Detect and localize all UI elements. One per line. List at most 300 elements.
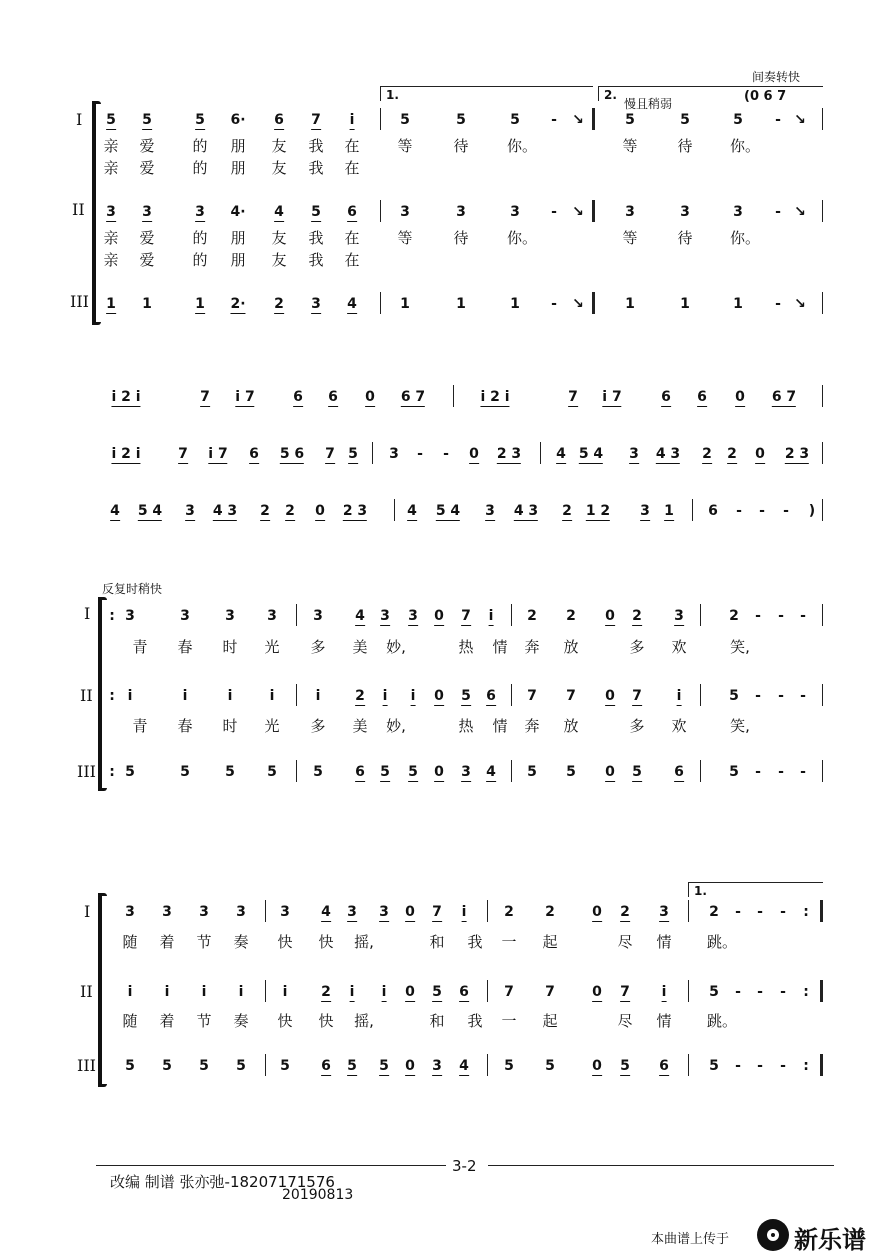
note: - bbox=[783, 503, 789, 519]
note: 5 bbox=[400, 112, 410, 128]
note: 2 bbox=[285, 503, 295, 519]
note: 7 bbox=[504, 984, 514, 1000]
note: 5 bbox=[504, 1058, 514, 1074]
lyric: 热 bbox=[458, 717, 474, 735]
note: i bbox=[461, 904, 467, 920]
note: 6 7 bbox=[400, 389, 426, 405]
note: 7 bbox=[545, 984, 555, 1000]
note: i 2 i bbox=[111, 389, 141, 405]
note: 2 bbox=[527, 608, 537, 624]
note: i 7 bbox=[235, 389, 255, 405]
note: - bbox=[757, 984, 763, 1000]
lyric: 随 bbox=[122, 1012, 138, 1030]
barline bbox=[296, 760, 297, 782]
note: 3 bbox=[347, 904, 357, 920]
slow-weak-annotation: 慢且稍弱 bbox=[624, 97, 673, 111]
page-number: 3-2 bbox=[452, 1157, 477, 1175]
note: 6 bbox=[459, 984, 469, 1000]
note: 3 bbox=[180, 608, 190, 624]
note: 6 7 bbox=[771, 389, 797, 405]
note: 7 bbox=[178, 446, 188, 462]
lyric: 亲 bbox=[103, 159, 119, 177]
note: i bbox=[381, 984, 387, 1000]
note: 5 bbox=[456, 112, 466, 128]
barline bbox=[511, 684, 512, 706]
lyric: 爱 bbox=[139, 159, 155, 177]
lyric: 你。 bbox=[729, 137, 761, 155]
lyric: 多 bbox=[310, 717, 326, 735]
note: - bbox=[800, 764, 806, 780]
barline bbox=[487, 980, 488, 1002]
note: 2 bbox=[321, 984, 331, 1000]
note: 5 bbox=[380, 764, 390, 780]
note: 6 bbox=[321, 1058, 331, 1074]
lyric: 奔 bbox=[524, 717, 540, 735]
note: 2 bbox=[260, 503, 270, 519]
barline bbox=[688, 1054, 689, 1076]
lyric: 奏 bbox=[233, 933, 249, 951]
barline bbox=[820, 980, 823, 1002]
note: 5 bbox=[267, 764, 277, 780]
note: - bbox=[551, 112, 557, 128]
note: 0 bbox=[434, 764, 444, 780]
note: i bbox=[349, 984, 355, 1000]
note: i bbox=[227, 688, 233, 704]
lyric: 的 bbox=[192, 251, 208, 269]
note: - bbox=[780, 1058, 786, 1074]
note: 5 bbox=[379, 1058, 389, 1074]
note: ↘ bbox=[572, 204, 584, 220]
barline bbox=[592, 292, 595, 314]
note: 3 bbox=[106, 204, 116, 220]
note: 4· bbox=[230, 204, 246, 220]
note: i bbox=[349, 112, 355, 128]
note: 0 bbox=[405, 984, 415, 1000]
lyric: 我 bbox=[308, 229, 324, 247]
lyric: 情 bbox=[492, 717, 508, 735]
note: 5 4 bbox=[137, 503, 163, 519]
note: 2 bbox=[620, 904, 630, 920]
s1-part2-lyrics-2 bbox=[0, 249, 888, 271]
note: 5 bbox=[545, 1058, 555, 1074]
note: 4 bbox=[274, 204, 284, 220]
s1-part1-row bbox=[0, 112, 888, 136]
barline bbox=[265, 900, 266, 922]
interlude-row-3 bbox=[0, 503, 888, 527]
note: 0 bbox=[405, 904, 415, 920]
note: 5 bbox=[680, 112, 690, 128]
note: i bbox=[164, 984, 170, 1000]
s1-part3-row bbox=[0, 296, 888, 320]
note: 1 bbox=[625, 296, 635, 312]
s2-part2-row bbox=[0, 688, 888, 712]
note: 1 2 bbox=[585, 503, 611, 519]
note: 5 bbox=[709, 1058, 719, 1074]
note: 1 bbox=[195, 296, 205, 312]
lyric: 春 bbox=[177, 717, 193, 735]
note: i bbox=[676, 688, 682, 704]
lyric: 青 bbox=[132, 638, 148, 656]
lyric: 摇, bbox=[354, 933, 374, 951]
note: - bbox=[778, 688, 784, 704]
note: - bbox=[736, 503, 742, 519]
lyric: 放 bbox=[563, 638, 579, 656]
credit-line: 改编 制谱 张亦弛-18207171576 bbox=[110, 1173, 335, 1191]
note: 5 4 bbox=[435, 503, 461, 519]
note: 5 bbox=[510, 112, 520, 128]
note: 5 bbox=[280, 1058, 290, 1074]
lyric: 着 bbox=[159, 933, 175, 951]
barline bbox=[822, 684, 823, 706]
lyric: 亲 bbox=[103, 229, 119, 247]
note: 3 bbox=[389, 446, 399, 462]
s2-part2-lyrics bbox=[0, 715, 888, 737]
lyric: 爱 bbox=[139, 229, 155, 247]
barline bbox=[511, 760, 512, 782]
note: 2 bbox=[545, 904, 555, 920]
note: 5 bbox=[195, 112, 205, 128]
lyric: 我 bbox=[308, 137, 324, 155]
interlude-row-2 bbox=[0, 446, 888, 470]
lyric: 摇, bbox=[354, 1012, 374, 1030]
note: - bbox=[755, 764, 761, 780]
note: - bbox=[551, 296, 557, 312]
note: 5 bbox=[729, 688, 739, 704]
note: 7 bbox=[568, 389, 578, 405]
interlude-start: (0 6 7 bbox=[744, 89, 787, 104]
s2-part1-lyrics bbox=[0, 636, 888, 658]
lyric: 情 bbox=[656, 933, 672, 951]
lyric: 一 bbox=[501, 1012, 517, 1030]
note: 2 3 bbox=[496, 446, 522, 462]
barline bbox=[540, 442, 541, 464]
note: 2 bbox=[274, 296, 284, 312]
note: i bbox=[127, 688, 133, 704]
barline bbox=[511, 604, 512, 626]
repeat-faster-annotation: 反复时稍快 bbox=[102, 582, 163, 596]
note: - bbox=[800, 688, 806, 704]
note: i bbox=[661, 984, 667, 1000]
barline bbox=[265, 980, 266, 1002]
note: 3 bbox=[280, 904, 290, 920]
note: 0 bbox=[605, 764, 615, 780]
note: 3 bbox=[142, 204, 152, 220]
note: 0 bbox=[365, 389, 375, 405]
lyric: 多 bbox=[310, 638, 326, 656]
ending-1b-label: 1. bbox=[694, 884, 707, 898]
note: 0 bbox=[605, 608, 615, 624]
lyric: 友 bbox=[271, 159, 287, 177]
note: 1 bbox=[664, 503, 674, 519]
lyric: 等 bbox=[397, 229, 413, 247]
note: i bbox=[410, 688, 416, 704]
barline bbox=[822, 499, 823, 521]
barline bbox=[394, 499, 395, 521]
note: 6 bbox=[674, 764, 684, 780]
volta-bracket-3 bbox=[688, 882, 823, 897]
barline bbox=[822, 292, 823, 314]
lyric: 我 bbox=[467, 933, 483, 951]
note: 3 bbox=[510, 204, 520, 220]
note: 2 bbox=[727, 446, 737, 462]
lyric: 快 bbox=[277, 933, 293, 951]
barline bbox=[688, 980, 689, 1002]
s3-part1-lyrics bbox=[0, 931, 888, 953]
note: 3 bbox=[408, 608, 418, 624]
lyric: 着 bbox=[159, 1012, 175, 1030]
part-label-2: II bbox=[72, 200, 85, 219]
lyric: 美 bbox=[352, 638, 368, 656]
note: 6 bbox=[347, 204, 357, 220]
note: 2 bbox=[729, 608, 739, 624]
part-label-3: III bbox=[70, 292, 89, 311]
barline bbox=[296, 684, 297, 706]
barline bbox=[700, 604, 701, 626]
lyric: 多 bbox=[629, 717, 645, 735]
note: 4 bbox=[110, 503, 120, 519]
note: 2 bbox=[702, 446, 712, 462]
note: 7 bbox=[461, 608, 471, 624]
note: i bbox=[488, 608, 494, 624]
lyric: 爱 bbox=[139, 251, 155, 269]
note: 0 bbox=[434, 688, 444, 704]
note: 3 bbox=[659, 904, 669, 920]
ending-1-label: 1. bbox=[386, 88, 399, 102]
lyric: 奔 bbox=[524, 638, 540, 656]
note: 2 bbox=[709, 904, 719, 920]
barline bbox=[822, 108, 823, 130]
lyric: 亲 bbox=[103, 137, 119, 155]
note: - bbox=[780, 904, 786, 920]
note: : bbox=[803, 1058, 809, 1074]
barline bbox=[700, 684, 701, 706]
note: 5 bbox=[180, 764, 190, 780]
barline bbox=[820, 1054, 823, 1076]
part-label-2c: II bbox=[80, 982, 93, 1001]
lyric: 时 bbox=[222, 717, 238, 735]
note: 3 bbox=[236, 904, 246, 920]
s3-part3-row bbox=[0, 1058, 888, 1082]
lyric: 等 bbox=[622, 137, 638, 155]
barline bbox=[688, 900, 689, 922]
note: 5 bbox=[162, 1058, 172, 1074]
lyric: 在 bbox=[344, 229, 360, 247]
note: - bbox=[757, 904, 763, 920]
barline bbox=[820, 900, 823, 922]
barline bbox=[822, 385, 823, 407]
barline bbox=[822, 442, 823, 464]
lyric: 妙, bbox=[386, 638, 406, 656]
note: 1 bbox=[142, 296, 152, 312]
note: - bbox=[778, 764, 784, 780]
barline bbox=[380, 108, 381, 130]
note: 7 bbox=[325, 446, 335, 462]
note: 6 bbox=[249, 446, 259, 462]
barline bbox=[380, 200, 381, 222]
note: 3 bbox=[199, 904, 209, 920]
lyric: 笑, bbox=[730, 638, 750, 656]
note: - bbox=[551, 204, 557, 220]
lyric: 春 bbox=[177, 638, 193, 656]
lyric: 热 bbox=[458, 638, 474, 656]
lyric: 爱 bbox=[139, 137, 155, 155]
note: i bbox=[269, 688, 275, 704]
note: 1 bbox=[510, 296, 520, 312]
interlude-annotation: 间奏转快 bbox=[752, 70, 801, 84]
note: 0 bbox=[469, 446, 479, 462]
s2-part1-row bbox=[0, 608, 888, 632]
note: 6 bbox=[661, 389, 671, 405]
lyric: 朋 bbox=[230, 229, 246, 247]
note: 1 bbox=[733, 296, 743, 312]
note: 5 bbox=[625, 112, 635, 128]
note: - bbox=[775, 204, 781, 220]
note: 0 bbox=[592, 984, 602, 1000]
footer-rule-right bbox=[488, 1165, 834, 1166]
lyric: 欢 bbox=[671, 638, 687, 656]
note: : bbox=[109, 608, 115, 624]
lyric: 快 bbox=[277, 1012, 293, 1030]
lyric: 跳。 bbox=[706, 1012, 738, 1030]
barline bbox=[822, 604, 823, 626]
lyric: 我 bbox=[308, 251, 324, 269]
note: 5 bbox=[709, 984, 719, 1000]
note: ↘ bbox=[794, 296, 806, 312]
note: 4 bbox=[407, 503, 417, 519]
note: : bbox=[109, 688, 115, 704]
note: 7 bbox=[566, 688, 576, 704]
note: 6 bbox=[708, 503, 718, 519]
note: i bbox=[127, 984, 133, 1000]
volta-bracket-1 bbox=[380, 86, 593, 101]
note: 0 bbox=[755, 446, 765, 462]
lyric: 朋 bbox=[230, 159, 246, 177]
note: i 7 bbox=[208, 446, 228, 462]
barline bbox=[592, 108, 595, 130]
barline bbox=[453, 385, 454, 407]
s3-part2-row bbox=[0, 984, 888, 1008]
note: - bbox=[443, 446, 449, 462]
lyric: 待 bbox=[677, 137, 693, 155]
note: 4 bbox=[486, 764, 496, 780]
lyric: 亲 bbox=[103, 251, 119, 269]
note: 6 bbox=[293, 389, 303, 405]
note: ↘ bbox=[572, 112, 584, 128]
lyric: 一 bbox=[501, 933, 517, 951]
note: 3 bbox=[379, 904, 389, 920]
note: 0 bbox=[592, 1058, 602, 1074]
note: - bbox=[775, 112, 781, 128]
note: ↘ bbox=[794, 112, 806, 128]
part-label-2b: II bbox=[80, 686, 93, 705]
lyric: 的 bbox=[192, 229, 208, 247]
note: 5 bbox=[620, 1058, 630, 1074]
note: 6 bbox=[659, 1058, 669, 1074]
note: 3 bbox=[625, 204, 635, 220]
note: 6· bbox=[230, 112, 246, 128]
note: i bbox=[238, 984, 244, 1000]
s2-part3-row bbox=[0, 764, 888, 788]
brand-name: 新乐谱 bbox=[794, 1226, 866, 1254]
note: 1 bbox=[106, 296, 116, 312]
barline bbox=[265, 1054, 266, 1076]
lyric: 朋 bbox=[230, 251, 246, 269]
lyric: 青 bbox=[132, 717, 148, 735]
note: 5 bbox=[125, 764, 135, 780]
date-line: 20190813 bbox=[282, 1187, 354, 1203]
ending-2-label: 2. bbox=[604, 88, 617, 102]
note: 2 bbox=[562, 503, 572, 519]
note: 3 bbox=[311, 296, 321, 312]
note: - bbox=[800, 608, 806, 624]
note: i bbox=[182, 688, 188, 704]
note: 5 bbox=[313, 764, 323, 780]
note: 5 bbox=[106, 112, 116, 128]
note: 3 bbox=[680, 204, 690, 220]
note: - bbox=[755, 608, 761, 624]
lyric: 起 bbox=[542, 933, 558, 951]
note: 3 bbox=[640, 503, 650, 519]
part-label-3b: III bbox=[77, 762, 96, 781]
lyric: 多 bbox=[629, 638, 645, 656]
note: 3 bbox=[674, 608, 684, 624]
note: 3 bbox=[380, 608, 390, 624]
barline bbox=[822, 760, 823, 782]
note: 5 bbox=[729, 764, 739, 780]
note: 5 bbox=[632, 764, 642, 780]
note: 3 bbox=[629, 446, 639, 462]
lyric: 在 bbox=[344, 251, 360, 269]
note: : bbox=[109, 764, 115, 780]
barline bbox=[700, 760, 701, 782]
note: 5 bbox=[199, 1058, 209, 1074]
s1-part1-lyrics-2 bbox=[0, 157, 888, 179]
note: 0 bbox=[434, 608, 444, 624]
note: 3 bbox=[313, 608, 323, 624]
note: 7 bbox=[432, 904, 442, 920]
note: 5 bbox=[408, 764, 418, 780]
barline bbox=[372, 442, 373, 464]
lyric: 欢 bbox=[671, 717, 687, 735]
s1-part1-lyrics-1 bbox=[0, 135, 888, 157]
note: 5 bbox=[432, 984, 442, 1000]
note: 7 bbox=[527, 688, 537, 704]
note: i 2 i bbox=[480, 389, 510, 405]
lyric: 你。 bbox=[506, 229, 538, 247]
note: - bbox=[759, 503, 765, 519]
lyric: 尽 bbox=[617, 933, 633, 951]
note: 4 bbox=[321, 904, 331, 920]
note: 0 bbox=[605, 688, 615, 704]
note: 3 bbox=[125, 608, 135, 624]
lyric: 节 bbox=[196, 1012, 212, 1030]
lyric: 朋 bbox=[230, 137, 246, 155]
note: 1 bbox=[680, 296, 690, 312]
note: : bbox=[803, 904, 809, 920]
note: 5 bbox=[125, 1058, 135, 1074]
note: 4 3 bbox=[513, 503, 539, 519]
note: 1 bbox=[400, 296, 410, 312]
part-label-3c: III bbox=[77, 1056, 96, 1075]
note: ) bbox=[808, 503, 816, 519]
note: 0 bbox=[735, 389, 745, 405]
s1-part2-lyrics-1 bbox=[0, 227, 888, 249]
lyric: 光 bbox=[264, 717, 280, 735]
lyric: 待 bbox=[453, 229, 469, 247]
note: 1 bbox=[456, 296, 466, 312]
note: 5 bbox=[733, 112, 743, 128]
part-label-1c: I bbox=[84, 902, 91, 921]
